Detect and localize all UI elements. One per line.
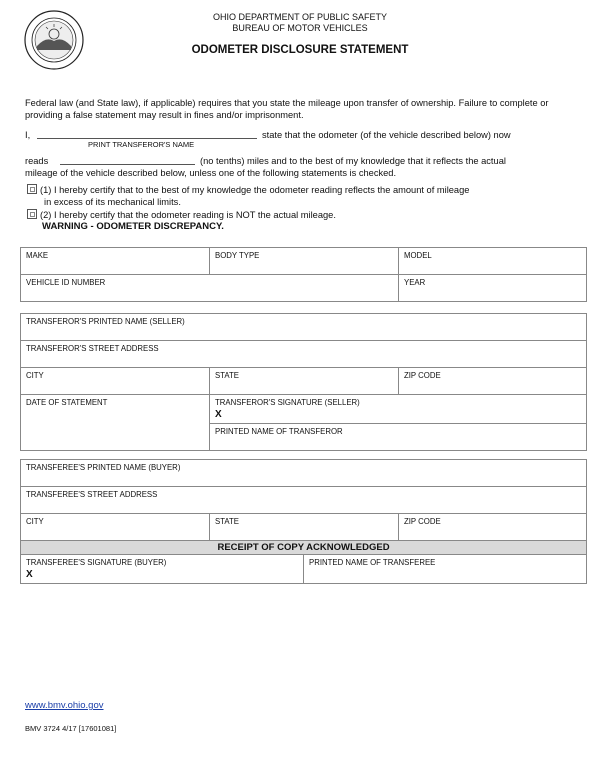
cert-1-text: (1) I hereby certify that to the best of my knowledge the odometer reading reflects the amount of mileage <box>40 185 470 195</box>
transferee-state-field[interactable]: STATE <box>210 514 399 541</box>
transferor-signature-field[interactable] <box>210 395 587 424</box>
transferee-signature-label: TRANSFEREE'S SIGNATURE (BUYER) <box>26 558 167 567</box>
transferee-printed-name-field[interactable]: PRINTED NAME OF TRANSFEREE <box>304 555 587 584</box>
page-title: ODOMETER DISCLOSURE STATEMENT <box>191 44 409 56</box>
year-field[interactable]: YEAR <box>399 275 587 302</box>
state-that-text: state that the odometer (of the vehicle described below) now <box>262 130 511 140</box>
transferor-zip-field[interactable]: ZIP CODE <box>399 368 587 395</box>
warning-text: WARNING - ODOMETER DISCREPANCY. <box>42 221 224 232</box>
model-field[interactable]: MODEL <box>399 248 587 275</box>
cert-1-continued: in excess of its mechanical limits. <box>44 197 181 207</box>
date-of-statement-field[interactable]: DATE OF STATEMENT <box>21 395 210 451</box>
transferee-table <box>20 459 587 584</box>
mileage-statement: mileage of the vehicle described below, unless one of the following statements is checked. <box>25 168 397 178</box>
transferee-signature-x: X <box>26 569 33 580</box>
transferor-signature-label: TRANSFEROR'S SIGNATURE (SELLER) <box>215 398 360 407</box>
transferor-signature-x: X <box>215 409 222 420</box>
transferee-address-field[interactable]: TRANSFEREE'S STREET ADDRESS <box>21 487 587 514</box>
cert-2-text: (2) I hereby certify that the odometer reading is NOT the actual mileage. <box>40 210 336 220</box>
cert-2 <box>27 209 336 221</box>
reads-label: reads <box>25 156 49 166</box>
cert-1 <box>27 184 469 196</box>
i-label: I, <box>25 130 31 140</box>
transferor-table <box>20 313 587 451</box>
vehicle-table <box>20 247 587 302</box>
make-field[interactable]: MAKE <box>21 248 210 275</box>
intro-text: Federal law (and State law), if applicable) requires that you state the mileage upon transfer of ownership. Failure to complete or providing a false statement may result in fines and/or imprisonment. <box>25 98 549 120</box>
mileage-line[interactable] <box>60 154 195 165</box>
body-type-field[interactable]: BODY TYPE <box>210 248 399 275</box>
transferee-zip-field[interactable]: ZIP CODE <box>399 514 587 541</box>
transferee-name-field[interactable]: TRANSFEREE'S PRINTED NAME (BUYER) <box>21 460 587 487</box>
agency-name: OHIO DEPARTMENT OF PUBLIC SAFETY <box>212 12 388 22</box>
form-number: BMV 3724 4/17 [17601081] <box>25 724 117 733</box>
transferor-printed-name-field[interactable]: PRINTED NAME OF TRANSFEROR <box>210 424 587 451</box>
transferor-address-field[interactable]: TRANSFEROR'S STREET ADDRESS <box>21 341 587 368</box>
transferee-signature-field[interactable] <box>21 555 304 584</box>
cert-2-checkbox[interactable] <box>27 209 37 219</box>
transferor-city-field[interactable]: CITY <box>21 368 210 395</box>
transferor-name-line[interactable] <box>37 128 257 139</box>
cert-1-checkbox[interactable] <box>27 184 37 194</box>
no-tenths-text: (no tenths) miles and to the best of my knowledge that it reflects the actual <box>200 156 506 166</box>
print-name-caption: PRINT TRANSFEROR'S NAME <box>88 140 195 149</box>
vin-field[interactable]: VEHICLE ID NUMBER <box>21 275 399 302</box>
bureau-name: BUREAU OF MOTOR VEHICLES <box>232 23 368 33</box>
transferee-city-field[interactable]: CITY <box>21 514 210 541</box>
receipt-acknowledged-banner: RECEIPT OF COPY ACKNOWLEDGED <box>21 541 587 555</box>
transferor-state-field[interactable]: STATE <box>210 368 399 395</box>
bmv-website-link[interactable]: www.bmv.ohio.gov <box>25 700 104 711</box>
transferor-name-field[interactable]: TRANSFEROR'S PRINTED NAME (SELLER) <box>21 314 587 341</box>
